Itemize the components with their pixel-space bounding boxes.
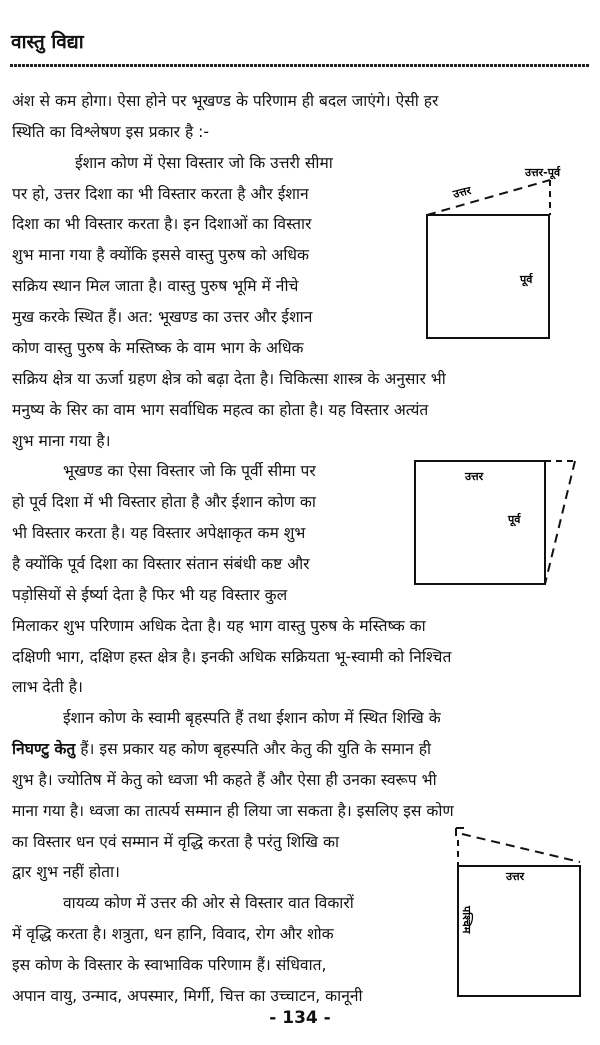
text-line: भूखण्ड का ऐसा विस्तार जो कि पूर्वी सीमा पर [63,462,316,480]
text-line [12,739,431,759]
diagram-label-north: उत्तर [451,183,473,201]
text-line: हो पूर्व दिशा में भी विस्तार होता है और ईशान कोण का [12,493,316,511]
text-line: ईशान कोण के स्वामी बृहस्पति हैं तथा ईशान कोण में स्थित शिखि के [63,709,441,727]
text-line: स्थिति का विश्लेषण इस प्रकार है :- [12,123,210,141]
text-line: में वृद्धि करता है। शत्रुता, धन हानि, विवाद, रोग और शोक [12,925,334,943]
header-rule [10,64,590,67]
text-line: माना गया है। ध्वजा का तात्पर्य सम्मान ही लिया जा सकता है। इसलिए इस कोण [12,802,454,820]
text-line: इस कोण के विस्तार के स्वाभाविक परिणाम हैं। संधिवात, [12,956,327,974]
text-line: ईशान कोण में ऐसा विस्तार जो कि उत्तरी सीमा [75,154,333,172]
diagram-north-west-extension [448,822,598,1002]
text-line: वायव्य कोण में उत्तर की ओर से विस्तार वात विकारों [63,894,354,912]
text-line: कोण वास्तु पुरुष के मस्तिष्क के वाम भाग के अधिक [12,339,304,357]
text-line: भी विस्तार करता है। यह विस्तार अपेक्षाकृत कम शुभ [12,524,306,542]
text-line: सक्रिय स्थान मिल जाता है। वास्तु पुरुष भूमि में नीचे [12,277,299,295]
text-line: अपान वायु, उन्माद, अपस्मार, मिर्गी, चित्त का उच्चाटन, कानूनी [12,987,363,1005]
text-line: मनुष्य के सिर का वाम भाग सर्वाधिक महत्व का होता है। यह विस्तार अत्यंत [12,401,429,419]
text-line: पड़ोसियों से ईर्ष्या देता है फिर भी यह विस्तार कुल [12,586,288,604]
text-line: द्वार शुभ नहीं होता। [12,863,120,881]
text-line: का विस्तार धन एवं सम्मान में वृद्धि करता है परंतु शिखि का [12,833,340,851]
diagram-label-east: पूर्व [508,513,521,526]
page-number: - 134 - [269,1008,331,1028]
text-line: मिलाकर शुभ परिणाम अधिक देता है। यह भाग वास्तु पुरुष के मस्तिष्क का [12,617,426,635]
text-line: मुख करके स्थित हैं। अत: भूखण्ड का उत्तर और ईशान [12,308,313,326]
diagram-label-north: उत्तर [465,470,484,483]
diagram-label-north: उत्तर [506,870,525,883]
bold-term: निघण्टु केतु [12,740,76,758]
diagram-label-west: पश्चिम [460,906,473,934]
text-span: हैं। इस प्रकार यह कोण बृहस्पति और केतु की युति के समान ही [75,740,432,758]
page-header-title: वास्तु विद्या [11,31,84,53]
text-line: पर हो, उत्तर दिशा का भी विस्तार करता है और ईशान [12,185,309,203]
text-line: है क्योंकि पूर्व दिशा का विस्तार संतान संबंधी कष्ट और [12,555,310,573]
text-line: दक्षिणी भाग, दक्षिण हस्त क्षेत्र है। इनकी अधिक सक्रियता भू-स्वामी को निश्चित [12,648,452,666]
text-line: लाभ देती है। [12,678,83,696]
text-line: शुभ माना गया है क्योंकि इससे वास्तु पुरुष को अधिक [12,246,309,264]
diagram-label-north-east: उत्तर-पूर्व [525,166,561,179]
text-line: दिशा का भी विस्तार करता है। इन दिशाओं का विस्तार [12,215,312,233]
text-line: शुभ माना गया है। [12,432,111,450]
diagram-north-extension [420,150,595,350]
text-line: अंश से कम होगा। ऐसा होने पर भूखण्ड के परिणाम ही बदल जाएंगे। ऐसी हर [12,92,439,110]
diagram-label-east: पूर्व [520,273,533,286]
diagram-east-extension [410,455,590,595]
text-line: शुभ है। ज्योतिष में केतु को ध्वजा भी कहते हैं और ऐसा ही उनका स्वरूप भी [12,771,437,789]
text-line: सक्रिय क्षेत्र या ऊर्जा ग्रहण क्षेत्र को बढ़ा देता है। चिकित्सा शास्त्र के अनुसार भी [12,370,446,388]
